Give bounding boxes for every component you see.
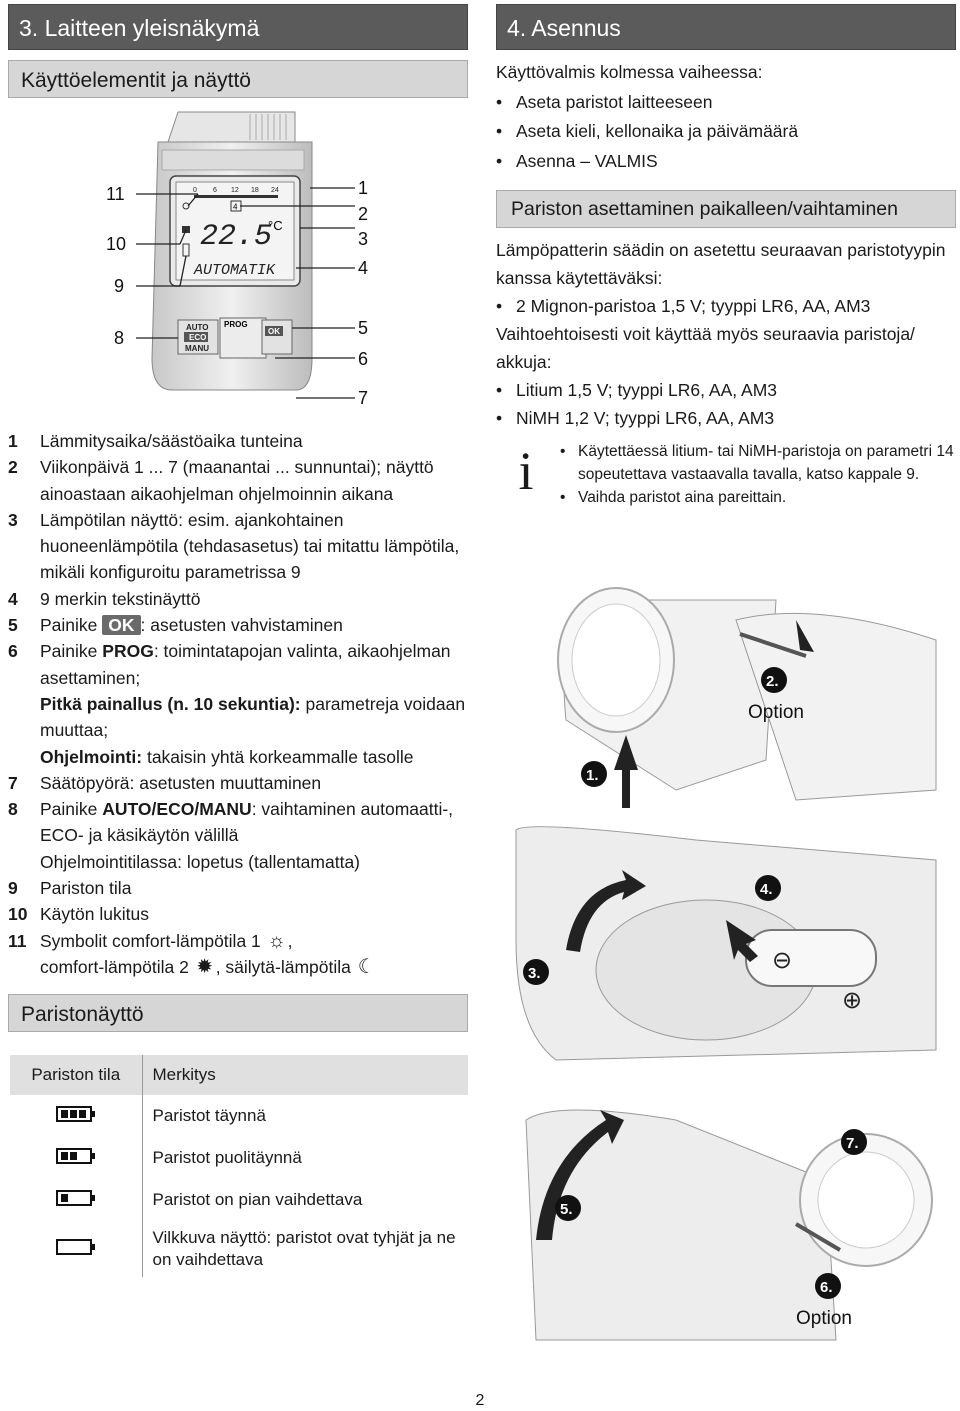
svg-text:ECO: ECO (189, 333, 207, 342)
svg-text:OK: OK (268, 327, 280, 336)
list-item: 4 9 merkin tekstinäyttö (8, 588, 201, 609)
list-item: • Litium 1,5 V; tyyppi LR6, AA, AM3 (496, 376, 956, 404)
battery-display-title: Paristonäyttö (8, 994, 468, 1032)
list-item: 5 Painike OK : asetusten vahvistaminen (8, 615, 343, 636)
option-label: Option (748, 702, 804, 723)
list-item: 10 Käytön lukitus (8, 904, 149, 925)
installation-intro: Käyttövalmis kolmessa vaiheessa: • Aseta paristot laitteeseen • Aseta kieli, kellonaika ja päivämäärä • Asenna – VALMIS (496, 58, 956, 176)
lock-icon (182, 226, 190, 233)
section-title-installation: 4. Asennus (496, 4, 956, 50)
callout-10: 10 (106, 234, 127, 254)
step-label: 4. (760, 881, 773, 898)
table-row: Paristot on pian vaihdettava (10, 1179, 468, 1221)
control-wheel (168, 112, 295, 142)
table-row: Paristot täynnä (10, 1095, 468, 1137)
device-illustration (100, 108, 480, 418)
list-item: 8 Painike AUTO/ECO/MANU: vaihtaminen automaatti-, ECO- ja käsikäytön välillä Ohjelmointitilassa: lopetus (tallentamatta) (8, 799, 454, 872)
callout-3: 3 (358, 229, 369, 249)
scale-tick: 24 (271, 187, 279, 194)
table-header: Merkitys (142, 1055, 468, 1095)
installation-illustration (496, 560, 958, 1360)
battery-low-icon (56, 1189, 96, 1207)
day-digit: 4 (233, 202, 238, 212)
svg-text:PROG: PROG (224, 320, 248, 329)
list-item: • Aseta paristot laitteeseen (496, 88, 956, 118)
battery-half-icon (56, 1147, 96, 1165)
list-item: 3 Lämpötilan näyttö: esim. ajankohtainen huoneenlämpötila (tehdasasetus) tai mitattu lämpötila, mikäli konfiguroitu parametrissa 9 (8, 509, 460, 583)
comfort-2-sun-icon: ✹ (196, 955, 214, 978)
callout-7: 7 (358, 388, 369, 408)
list-item: 11 Symbolit comfort-lämpötila 1 ☼ , comfort-lämpötila 2 ✹ , säilytä-lämpötila ☾ (8, 928, 478, 981)
svg-text:⊖: ⊖ (772, 947, 793, 974)
temperature-readout: 22.5 (200, 220, 273, 254)
table-row: Paristot puolitäynnä (10, 1137, 468, 1179)
battery-cell-icon (746, 930, 876, 986)
callout-6: 6 (358, 349, 369, 369)
callout-8: 8 (114, 328, 125, 348)
svg-text:AUTO: AUTO (186, 323, 209, 332)
callout-9: 9 (114, 276, 125, 296)
battery-full-icon (56, 1105, 96, 1123)
scale-tick: 6 (213, 187, 217, 194)
battery-table (10, 1055, 468, 1277)
element-description-list (8, 428, 478, 980)
list-item: 6 Painike PROG: toimintatapojan valinta, aikaohjelman asettaminen; Pitkä painallus (n. 10 sekuntia): parametreja voidaan muuttaa; Ohjelmointi: takaisin yhtä korkeammalle tasolle (8, 641, 466, 767)
comfort-1-sun-icon: ☼ (267, 929, 286, 952)
list-item: • Käytettäessä litium- tai NiMH-paristoja on parametri 14 sopeutettava vastaavalla tavalla, katso kappale 9. (556, 440, 956, 486)
battery-empty-icon (56, 1238, 96, 1256)
temperature-unit: °C (268, 218, 283, 233)
scale-tick: 18 (251, 187, 259, 194)
step-label: 7. (846, 1135, 859, 1152)
table-header: Pariston tila (10, 1055, 142, 1095)
info-note (496, 440, 956, 544)
battery-info-text: Lämpöpatterin säädin on asetettu seuraavan paristotyypin kanssa käytettäväksi: • 2 Mignon-paristoa 1,5 V; tyyppi LR6, AA, AM3 Vaihtoehtoisesti voit käyttää myös seuraavia paristoja/ akkuja: • Litium 1,5 V; tyyppi LR6, AA, AM3 • NiMH 1,2 V; tyyppi LR6, AA, AM3 (496, 236, 956, 432)
info-icon: i (518, 441, 534, 501)
scale-tick: 0 (193, 187, 197, 194)
moon-icon: ☾ (357, 955, 376, 978)
option-label: Option (796, 1308, 852, 1329)
callout-11: 11 (106, 184, 125, 204)
list-item: • Asenna – VALMIS (496, 147, 956, 177)
table-row: Vilkkuva näyttö: paristot ovat tyhjät ja ne on vaihdettava (10, 1221, 468, 1277)
page-number: 2 (475, 1392, 485, 1409)
list-item: 7 Säätöpyörä: asetusten muuttaminen (8, 772, 322, 793)
battery-insert-title: Pariston asettaminen paikalleen/vaihtaminen (496, 190, 956, 228)
mode-text: AUTOMATIK (194, 262, 276, 279)
step-label: 3. (528, 965, 541, 982)
section-title-overview: 3. Laitteen yleisnäkymä (8, 4, 468, 50)
list-item: 1 Lämmitysaika/säästöaika tunteina (8, 431, 303, 451)
svg-text:MANU: MANU (185, 344, 209, 353)
list-item: • 2 Mignon-paristoa 1,5 V; tyyppi LR6, AA, AM3 (496, 292, 956, 320)
callout-2: 2 (358, 204, 369, 224)
subsection-title-controls: Käyttöelementit ja näyttö (8, 60, 468, 98)
callout-4: 4 (358, 258, 369, 278)
svg-text:⊕: ⊕ (842, 987, 863, 1014)
callout-5: 5 (358, 318, 369, 338)
scale-tick: 12 (231, 187, 239, 194)
step-label: 2. (766, 673, 779, 690)
ok-button (262, 320, 292, 354)
list-item: 2 Viikonpäivä 1 ... 7 (maanantai ... sunnuntai); näyttö ainoastaan aikaohjelman ohjelmoinnin aikana (8, 457, 434, 504)
ok-badge: OK (102, 615, 140, 635)
list-item: 9 Pariston tila (8, 878, 132, 899)
list-item: • NiMH 1,2 V; tyyppi LR6, AA, AM3 (496, 404, 956, 432)
list-item: • Vaihda paristot aina pareittain. (556, 486, 956, 509)
callout-1: 1 (358, 178, 369, 198)
list-item: • Aseta kieli, kellonaika ja päivämäärä (496, 117, 956, 147)
step-label: 6. (820, 1279, 833, 1296)
step-label: 1. (586, 767, 599, 784)
step-label: 5. (560, 1201, 573, 1218)
